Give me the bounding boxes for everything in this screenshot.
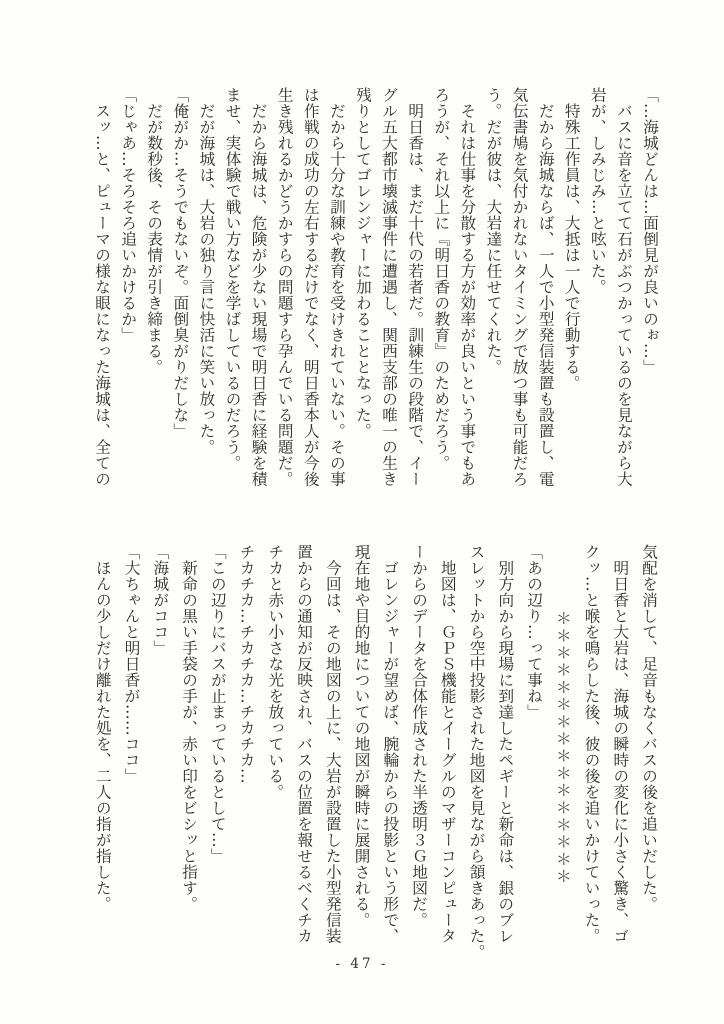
text-column: ませ、実体験で戦い方などを学ばしているのだろう。 xyxy=(223,87,242,471)
text-column: 「あの辺り…って事ね」 xyxy=(525,544,543,720)
text-column: 新命の黒い手袋の手が、赤い印をビシッと指す。 xyxy=(180,559,198,912)
text-column: だが海城は、大岩の独り言に快活に笑い放った。 xyxy=(197,102,216,455)
text-column: ろうが、それ以上に『明日香の教育』のためだろう。 xyxy=(432,87,451,471)
text-column: それは仕事を分散する方が効率が良いという事でもあ xyxy=(458,102,477,487)
text-column: チカと赤い小さな光を放っている。 xyxy=(266,544,285,800)
text-column: だから海城は、危険が少ない現場で明日香に経験を積 xyxy=(249,102,268,487)
text-column: 明日香と大岩は、海城の瞬時の変化に小さく驚き、ゴ xyxy=(611,559,630,944)
text-column: 明日香は、まだ十代の若者だ。訓練生の段階で、イー xyxy=(406,102,425,487)
text-column: 置からの通知が反映され、バスの位置を報せるべくチカ xyxy=(295,544,313,944)
text-column: だから十分な訓練や教育を受けきれていない。その事 xyxy=(327,102,346,487)
text-column: だから海城ならば、一人で小型発信装置も設置し、電 xyxy=(536,102,555,487)
text-column: 岩が、しみじみ…と呟いた。 xyxy=(588,87,607,295)
text-column: ほんの少しだけ離れた処を、二人の指が指した。 xyxy=(93,559,112,912)
text-column: 気伝書鳩を気付かれないタイミングで放つ事も可能だろ xyxy=(510,87,529,487)
text-column: 生き残れるかどうかすらの問題すら孕んでいる問題だ。 xyxy=(275,87,294,487)
text-column: は作戦の成功の左右するだけでなく、明日香本人が今後 xyxy=(301,87,320,487)
text-column: 今回は、その地図の上に、大岩が設置した小型発信装 xyxy=(323,559,342,944)
text-column: 地図は、ＧＰＳ機能とイーグルのマザーコンピュータ xyxy=(438,559,457,944)
text-column: 「…海城どんは…面倒見が良いのぉ…」 xyxy=(641,87,659,375)
text-column: クッ…と喉を鳴らした後、彼の後を追いかけていった。 xyxy=(582,544,601,944)
text-column: 特殊工作員は、大抵は一人で行動する。 xyxy=(562,102,581,391)
text-column: ゴレンジャーが望めば、腕輪からの投影という形で、 xyxy=(381,559,400,944)
text-column: う。だが彼は、大岩達に任せてくれた。 xyxy=(484,87,503,375)
text-column: 気配を消して、足音もなくバスの後を追いだした。 xyxy=(640,544,658,912)
text-column: 「俺がか…そうでもないぞ。面倒臭がりだしな」 xyxy=(171,87,190,439)
text-column: グル五大都市壊滅事件に遭遇し、関西支部の唯一の生き xyxy=(380,87,399,487)
text-column: 「じゃあ…そろそろ追いかけるか」 xyxy=(119,87,138,343)
text-column: チカチカ…チカチカ…チカチカ… xyxy=(237,544,256,784)
text-column: 別方向から現場に到達したペギーと新命は、銀のブレ xyxy=(496,559,515,944)
text-column: スレットから空中投影された地図を見ながら頷きあった。 xyxy=(467,544,486,960)
text-block-bottom xyxy=(88,544,663,960)
text-column: 残りとしてゴレンジャーに加わることとなった。 xyxy=(353,87,372,439)
text-column: ーからのデータを合体作成された半透明３Ｇ地図だ。 xyxy=(410,544,428,928)
text-column: 「この辺りにバスが止まっているとして…」 xyxy=(208,544,227,864)
text-column: だが数秒後、その表情が引き締まる。 xyxy=(145,102,164,375)
text-column: 現在地や目的地についての地図が瞬時に展開される。 xyxy=(352,544,371,928)
text-column: 「大ちゃんと明日香が……ココ」 xyxy=(122,544,141,784)
text-column: スッ…と、ピューマの様な眼になった海城は、全ての xyxy=(93,102,112,487)
text-block-top xyxy=(88,87,663,487)
scene-separator: ＊＊＊＊＊＊＊＊＊＊＊＊＊＊＊＊ xyxy=(553,610,572,886)
text-column: 「海城がココ」 xyxy=(151,544,170,656)
text-column: バスに音を立てて石がぶつかっているのを見ながら大 xyxy=(614,102,633,487)
page-number: - 47 - xyxy=(335,956,389,972)
